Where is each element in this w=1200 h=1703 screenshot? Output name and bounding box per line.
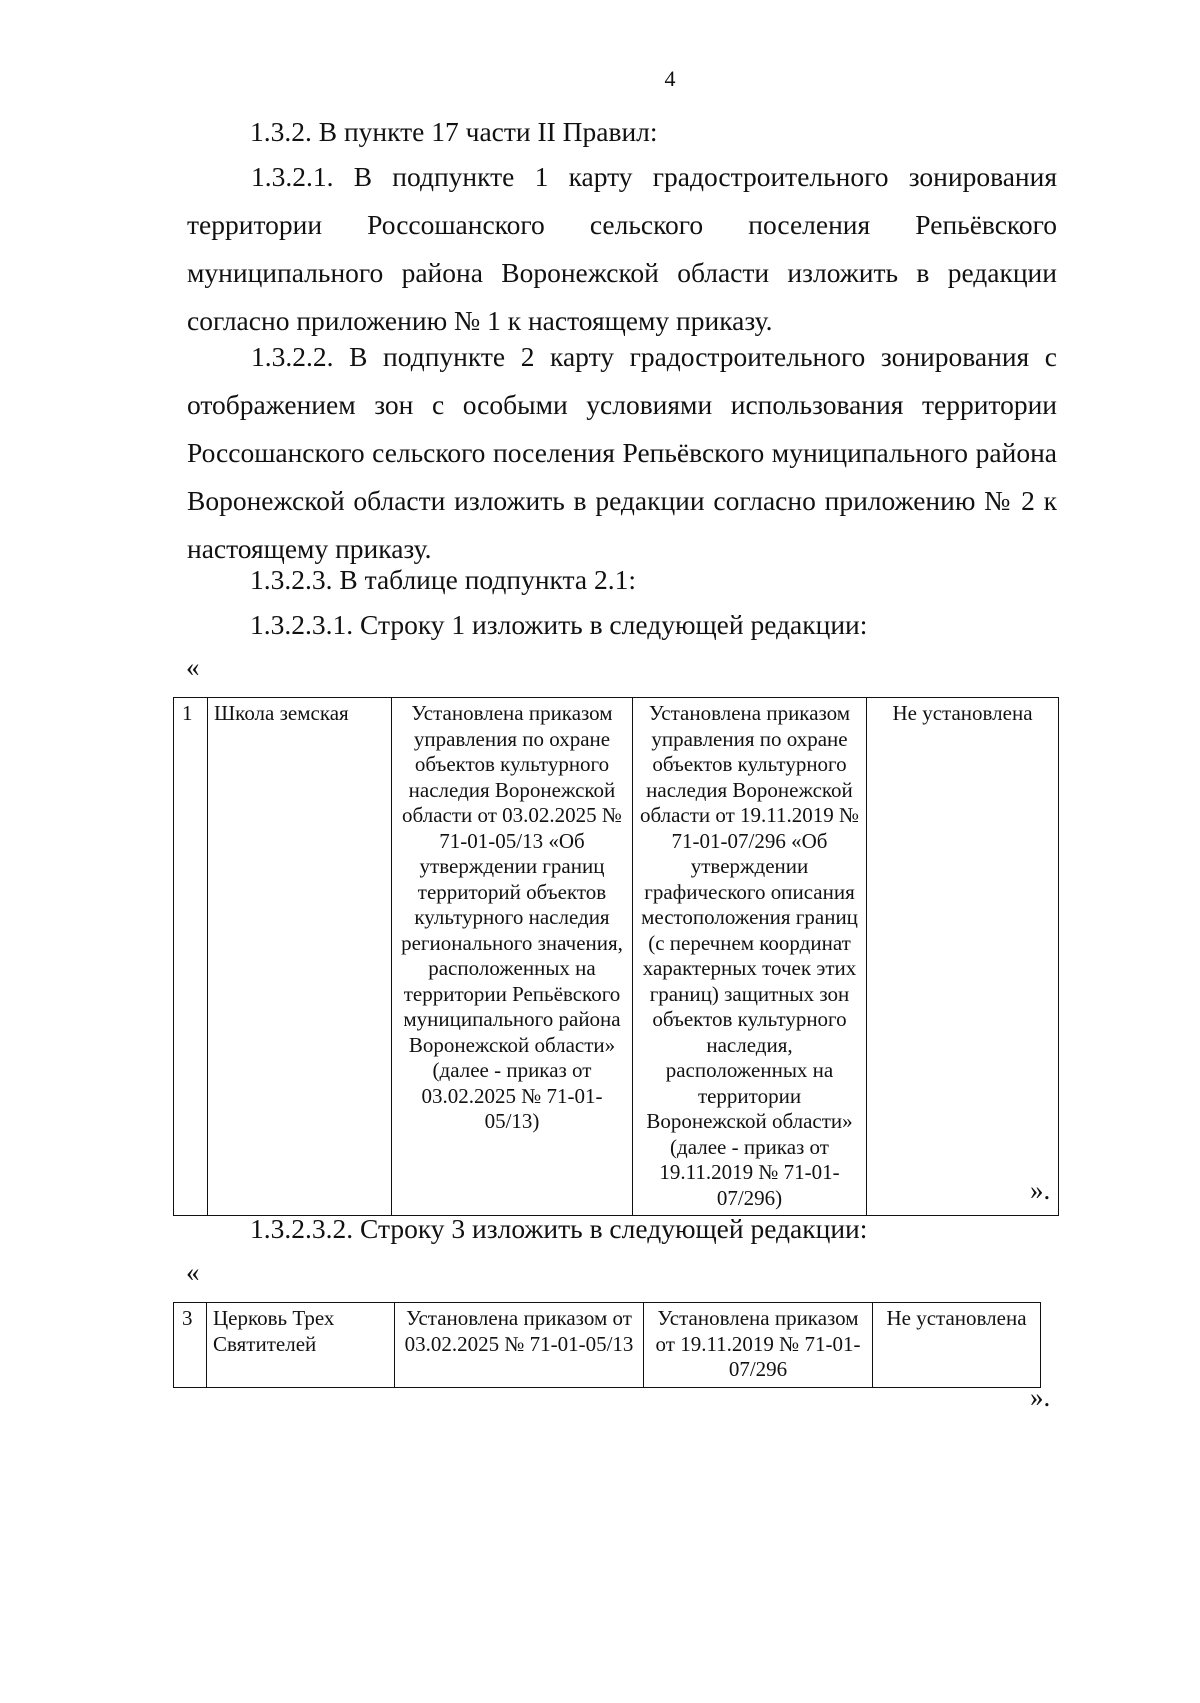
protection-zone-cell: Установлена приказом управления по охране объектов культурного наследия Воронежской области от 19.11.2019 № 71-01-07/296 «Об утверждении графического описания местоположения границ (с перечнем координат характерных точек этих границ) защитных зон объектов культурного наследия, расположенных на территории Воронежской области» (далее - приказ от 19.11.2019 № 71-01-07/296)	[633, 698, 867, 1216]
status-cell: Не установлена	[873, 1303, 1041, 1388]
table-row-3	[173, 1302, 1041, 1388]
table-row	[174, 1303, 1041, 1388]
closing-quote: ».	[1030, 1175, 1051, 1205]
opening-quote: «	[186, 1257, 200, 1287]
protection-zone-cell: Установлена приказом от 19.11.2019 № 71-01-07/296	[644, 1303, 873, 1388]
paragraph-1-3-2-1: 1.3.2.1. В подпункте 1 карту градостроительного зонирования территории Россошанского сельского поселения Репьёвского муниципального района Воронежской области изложить в редакции согласно приложению № 1 к настоящему приказу.	[187, 161, 1057, 336]
opening-quote: «	[186, 652, 200, 682]
territory-cell: Установлена приказом управления по охране объектов культурного наследия Воронежской области от 03.02.2025 № 71-01-05/13 «Об утверждении границ территорий объектов культурного наследия регионального значения, расположенных на территории Репьёвского муниципального района Воронежской области» (далее - приказ от 03.02.2025 № 71-01-05/13)	[392, 698, 633, 1216]
object-name: Церковь Трех Святителей	[207, 1303, 395, 1388]
paragraph-1-3-2-3-1: 1.3.2.3.1. Строку 1 изложить в следующей редакции:	[250, 609, 868, 640]
paragraph-1-3-2-2: 1.3.2.2. В подпункте 2 карту градостроительного зонирования с отображением зон с особыми условиями использования территории Россошанского сельского поселения Репьёвского муниципального района Воронежской области изложить в редакции согласно приложению № 2 к настоящему приказу.	[187, 341, 1057, 564]
paragraph-1-3-2-3-2: 1.3.2.3.2. Строку 3 изложить в следующей редакции:	[250, 1213, 868, 1244]
object-name: Школа земская	[208, 698, 392, 1216]
row-number: 3	[174, 1303, 207, 1388]
status-cell: Не установлена	[867, 698, 1059, 1216]
table-row-1	[173, 697, 1059, 1216]
page-number: 4	[664, 66, 676, 91]
table-row	[174, 698, 1059, 1216]
territory-cell: Установлена приказом от 03.02.2025 № 71-01-05/13	[395, 1303, 644, 1388]
closing-quote: ».	[1030, 1382, 1051, 1412]
row-number: 1	[174, 698, 208, 1216]
paragraph-1-3-2-3: 1.3.2.3. В таблице подпункта 2.1:	[250, 564, 636, 595]
paragraph-1-3-2: 1.3.2. В пункте 17 части II Правил:	[250, 116, 658, 147]
